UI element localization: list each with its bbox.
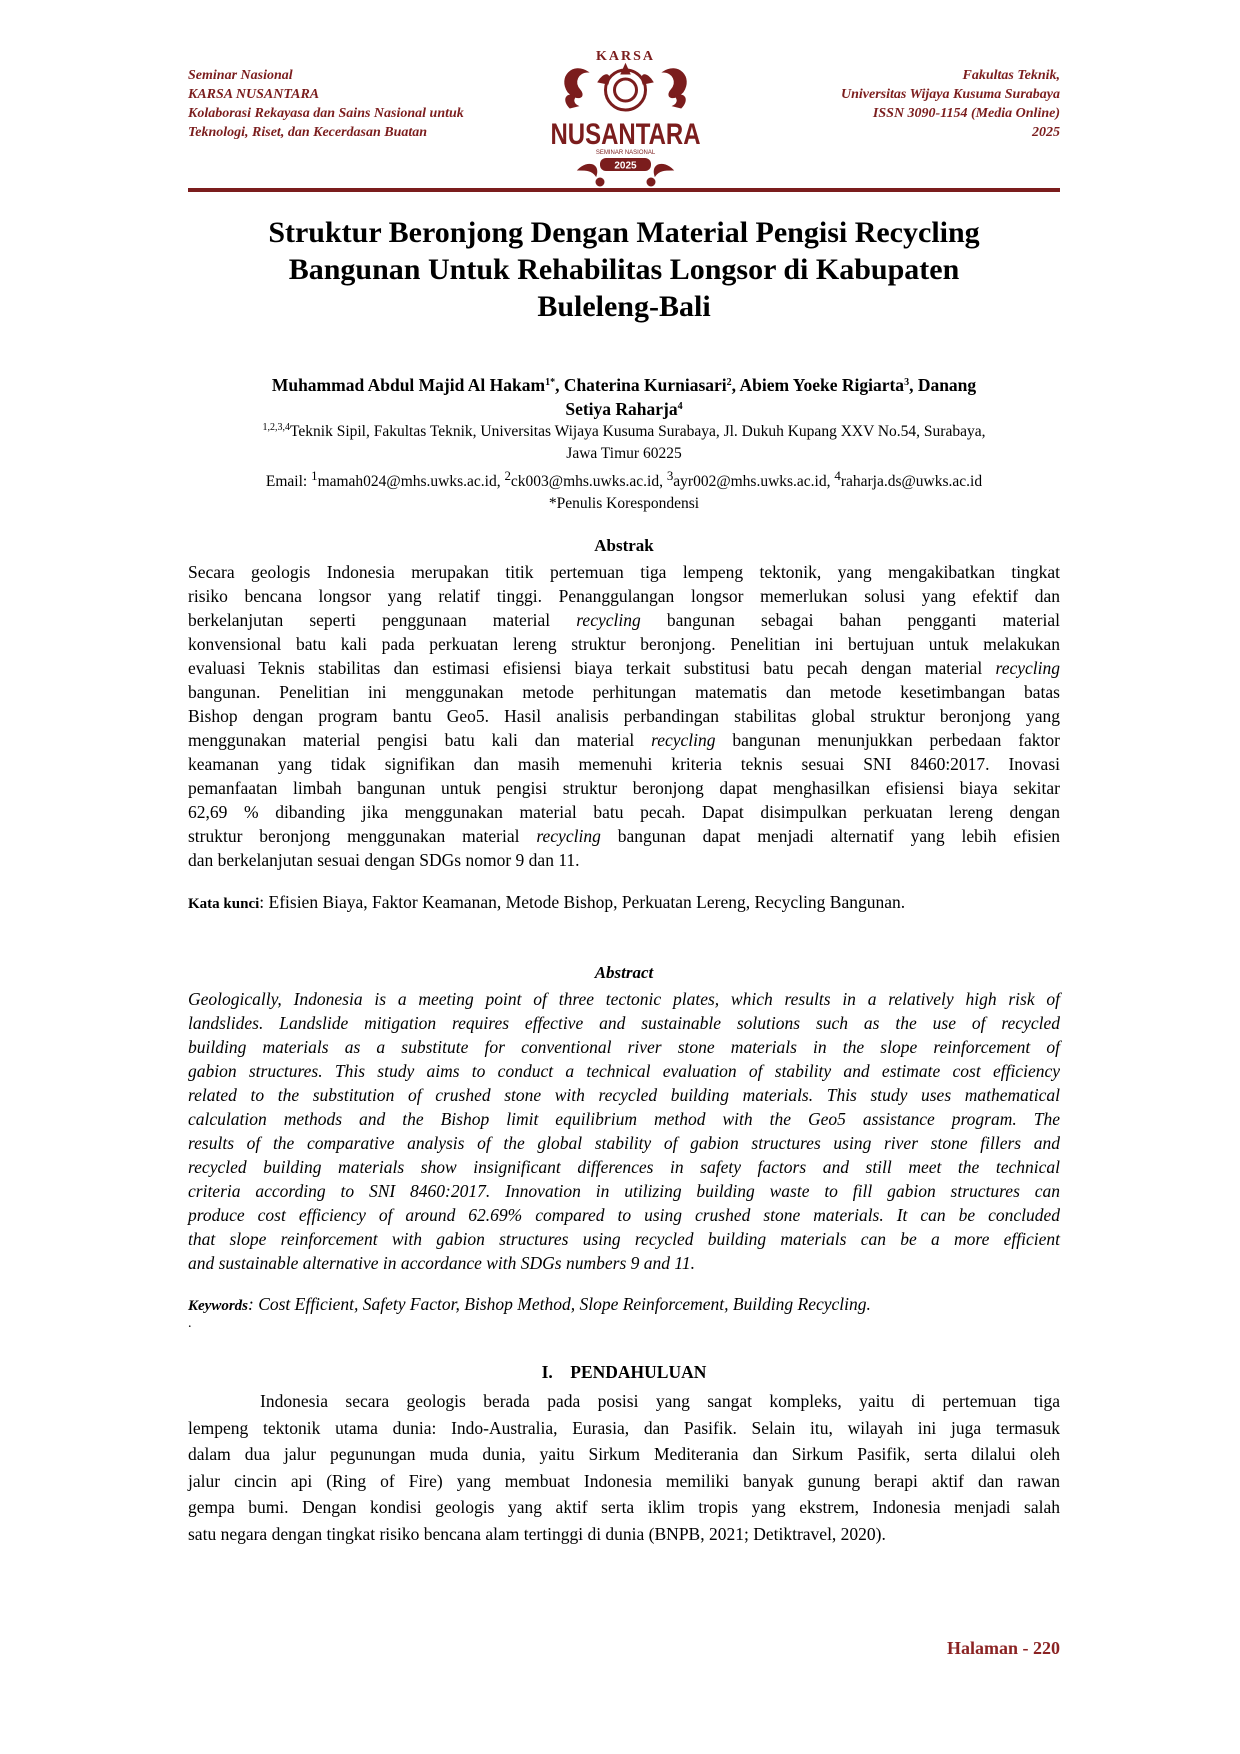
paragraph-line: Geologically, Indonesia is a meeting point of three tectonic plates, which results in a relatively high risk of [188,989,1060,1009]
affiliation [188,421,1060,465]
paragraph-line [188,824,1060,848]
keywords [188,1292,1060,1318]
author-list [188,373,1060,421]
stray-dot: . [188,1316,192,1331]
paragraph-line: gempa bumi. Dengan kondisi geologis yang aktif serta iklim tropis yang ekstrem, Indonesia menjadi salah [188,1497,1060,1517]
section-heading-text: I. PENDAHULUAN [541,1362,707,1382]
author-sup: 3 [904,377,910,388]
email-label: Email: [265,473,312,491]
email-sup: 3 [666,468,674,483]
author-name: , Danang [909,375,977,395]
header-right-line: ISSN 3090-1154 (Media Online) [872,106,1060,121]
paragraph-line: related to the substitution of crushed stone with recycled building materials. This study uses mathematical [188,1085,1060,1105]
line-segment: menggunakan material pengisi batu kali dan material [188,730,652,750]
author-sup: 1* [545,377,556,388]
title-line: Bangunan Untuk Rehabilitas Longsor di Kabupaten [288,253,960,286]
logo-year: 2025 [614,160,637,172]
affiliation-line: Jawa Timur 60225 [566,445,682,462]
email-line [188,465,1060,493]
paragraph-line: jalur cincin api (Ring of Fire) yang membuat Indonesia memiliki banyak gunung berapi aktif dan rawan [188,1470,1060,1491]
paragraph-line: dalam dua jalur pegunungan muda dunia, yaitu Sirkum Mediterania dan Sirkum Pasifik, serta dilalui oleh [188,1444,1060,1464]
paragraph-line: Indonesia secara geologis berada pada posisi yang sangat kompleks, yaitu di pertemuan tiga [260,1391,1060,1411]
kata-kunci-label: Kata kunci [188,896,260,912]
line-segment: bangunan sebagai bahan pengganti material [640,610,1060,630]
paragraph-line: gabion structures. This study aims to conduct a technical evaluation of stability and estimate cost efficiency [188,1061,1060,1081]
author-line [188,373,1060,397]
title-line: Struktur Beronjong Dengan Material Pengisi Recycling [268,216,980,249]
paragraph-line [188,656,1060,680]
paragraph-line: landslides. Landslide mitigation requires effective and sustainable solutions such as the use of recycled [188,1013,1060,1033]
italic-term: recycling [576,610,641,630]
paragraph-line: building materials as a substitute for conventional river stone materials in the slope reinforcement of [188,1037,1060,1057]
paragraph-line: results of the comparative analysis of the global stability of gabion structures using river stone fillers and [188,1133,1060,1153]
email-sup: 4 [834,468,841,483]
line-segment: bangunan menunjukkan perbedaan faktor [715,730,1060,750]
paragraph-line: 62,69 % dibanding jika menggunakan material batu pecah. Dapat disimpulkan perkuatan lereng dengan [188,802,1060,822]
italic-term: recycling [651,730,716,750]
paragraph-line: lempeng tektonik utama dunia: Indo-Australia, Eurasia, dan Pasifik. Selain itu, wilayah ini juga termasuk [188,1417,1060,1438]
karsa-nusantara-logo [548,42,703,192]
email-sup: 2 [504,468,511,483]
email-address[interactable]: ayr002@mhs.uwks.ac.id, [673,473,835,491]
paragraph-line: satu negara dengan tingkat risiko bencana alam tertinggi di dunia (BNPB, 2021; Detiktravel, 2020). [188,1523,886,1544]
paragraph-line: that slope reinforcement with gabion structures using recycled building materials can be a more efficient [188,1229,1060,1249]
paragraph-line: dan berkelanjutan sesuai dengan SDGs nomor 9 dan 11. [188,850,580,870]
paragraph-line: calculation methods and the Bishop limit equilibrium method with the Geo5 assistance program. The [188,1109,1060,1129]
author-sup: 4 [677,401,683,412]
email-address[interactable]: mamah024@mhs.uwks.ac.id, [317,473,505,491]
author-name: Muhammad Abdul Majid Al Hakam [271,375,546,395]
keywords-text: : Cost Efficient, Safety Factor, Bishop Method, Slope Reinforcement, Building Recycling. [248,1294,871,1314]
italic-term: recycling [536,826,601,846]
email-address[interactable]: ck003@mhs.uwks.ac.id, [510,473,667,491]
paragraph-line: produce cost efficiency of around 62.69% compared to using crushed stone materials. It can be concluded [188,1205,1060,1225]
line-segment: evaluasi Teknis stabilitas dan estimasi efisiensi biaya terkait substitusi batu pecah dengan material [188,658,996,678]
author-name: , Chaterina Kurniasari [555,375,727,395]
paper-title [188,214,1060,325]
kata-kunci [188,890,1060,916]
header-left-line: KARSA NUSANTARA [188,87,320,102]
kata-kunci-text: : Efisien Biaya, Faktor Keamanan, Metode Bishop, Perkuatan Lereng, Recycling Bangunan. [259,892,906,912]
title-line: Buleleng-Bali [537,290,711,323]
abstrak-heading: Abstrak [594,536,654,555]
line-segment: berkelanjutan seperti penggunaan material [188,610,577,630]
paragraph-line: Bishop dengan program bantu Geo5. Hasil analisis perbandingan stabilitas global struktur beronjong yang [188,706,1060,726]
paragraph-line: Secara geologis Indonesia merupakan titik pertemuan tiga lempeng tektonik, yang mengakibatkan tingkat [188,562,1060,582]
abstract-body [188,987,1060,1275]
author-sup: 2 [726,377,732,388]
affiliation-line [188,421,1060,443]
header-right-line: Fakultas Teknik, [962,68,1060,83]
header-left-line: Seminar Nasional [188,68,293,83]
paragraph-line: criteria according to SNI 8460:2017. Innovation in utilizing building waste to fill gabion structures can [188,1181,1060,1201]
header-left-line: Teknologi, Riset, dan Kecerdasan Buatan [188,125,428,140]
paragraph-line: keamanan yang tidak signifikan dan masih memenuhi kriteria teknis sesuai SNI 8460:2017. Inovasi [188,754,1060,774]
logo-sub-text: SEMINAR NASIONAL [595,150,656,156]
section-body [188,1388,1060,1547]
author-line [188,397,1060,421]
logo-main-text: NUSANTARA [550,118,701,151]
section-heading [188,1362,1060,1383]
abstrak-body [188,560,1060,872]
affiliation-sup: 1,2,3,4 [262,422,290,433]
header-right-line: 2025 [1032,125,1060,140]
paragraph-line [188,608,1060,632]
author-name: Setiya Raharja [565,399,678,419]
email-sup: 1 [311,468,318,483]
author-name: , Abiem Yoeke Rigiarta [731,375,905,395]
header-right-line: Universitas Wijaya Kusuma Surabaya [841,87,1060,102]
header-right [740,66,1060,142]
paragraph-line: risiko bencana longsor yang relatif tinggi. Penanggulangan longsor memerlukan solusi yang efektif dan [188,586,1060,606]
paragraph-line: pemanfaatan limbah bangunan untuk pengisi struktur beronjong dapat menghasilkan efisiensi biaya sekitar [188,778,1060,798]
paragraph-line: bangunan. Penelitian ini menggunakan metode perhitungan matematis dan metode kesetimbangan batas [188,682,1060,702]
header-left [188,66,548,142]
logo-top-text: KARSA [595,49,656,64]
affiliation-text: Teknik Sipil, Fakultas Teknik, Universitas Wijaya Kusuma Surabaya, Jl. Dukuh Kupang XXV No.54, Surabaya, [290,423,986,440]
email-block [188,465,1060,515]
email-address[interactable]: raharja.ds@uwks.ac.id [840,473,983,491]
paragraph-line: recycled building materials show insignificant differences in safety factors and still meet the technical [188,1157,1060,1177]
abstract-heading: Abstract [594,963,654,982]
page-header [188,49,1060,186]
header-divider [188,188,1060,192]
line-segment: struktur beronjong menggunakan material [188,826,537,846]
paragraph-line: konvensional batu kali pada perkuatan lereng struktur beronjong. Penelitian ini bertujuan untuk melakukan [188,634,1060,654]
header-left-line: Kolaborasi Rekayasa dan Sains Nasional untuk [188,106,464,121]
italic-term: recycling [995,658,1060,678]
page-number: Halaman - 220 [946,1638,1060,1658]
paragraph-line: and sustainable alternative in accordance with SDGs numbers 9 and 11. [188,1253,695,1273]
paragraph-line [188,728,1060,752]
line-segment: bangunan dapat menjadi alternatif yang lebih efisien [600,826,1060,846]
corresponding-note: *Penulis Korespondensi [548,495,700,513]
keywords-label: Keywords [188,1298,248,1314]
